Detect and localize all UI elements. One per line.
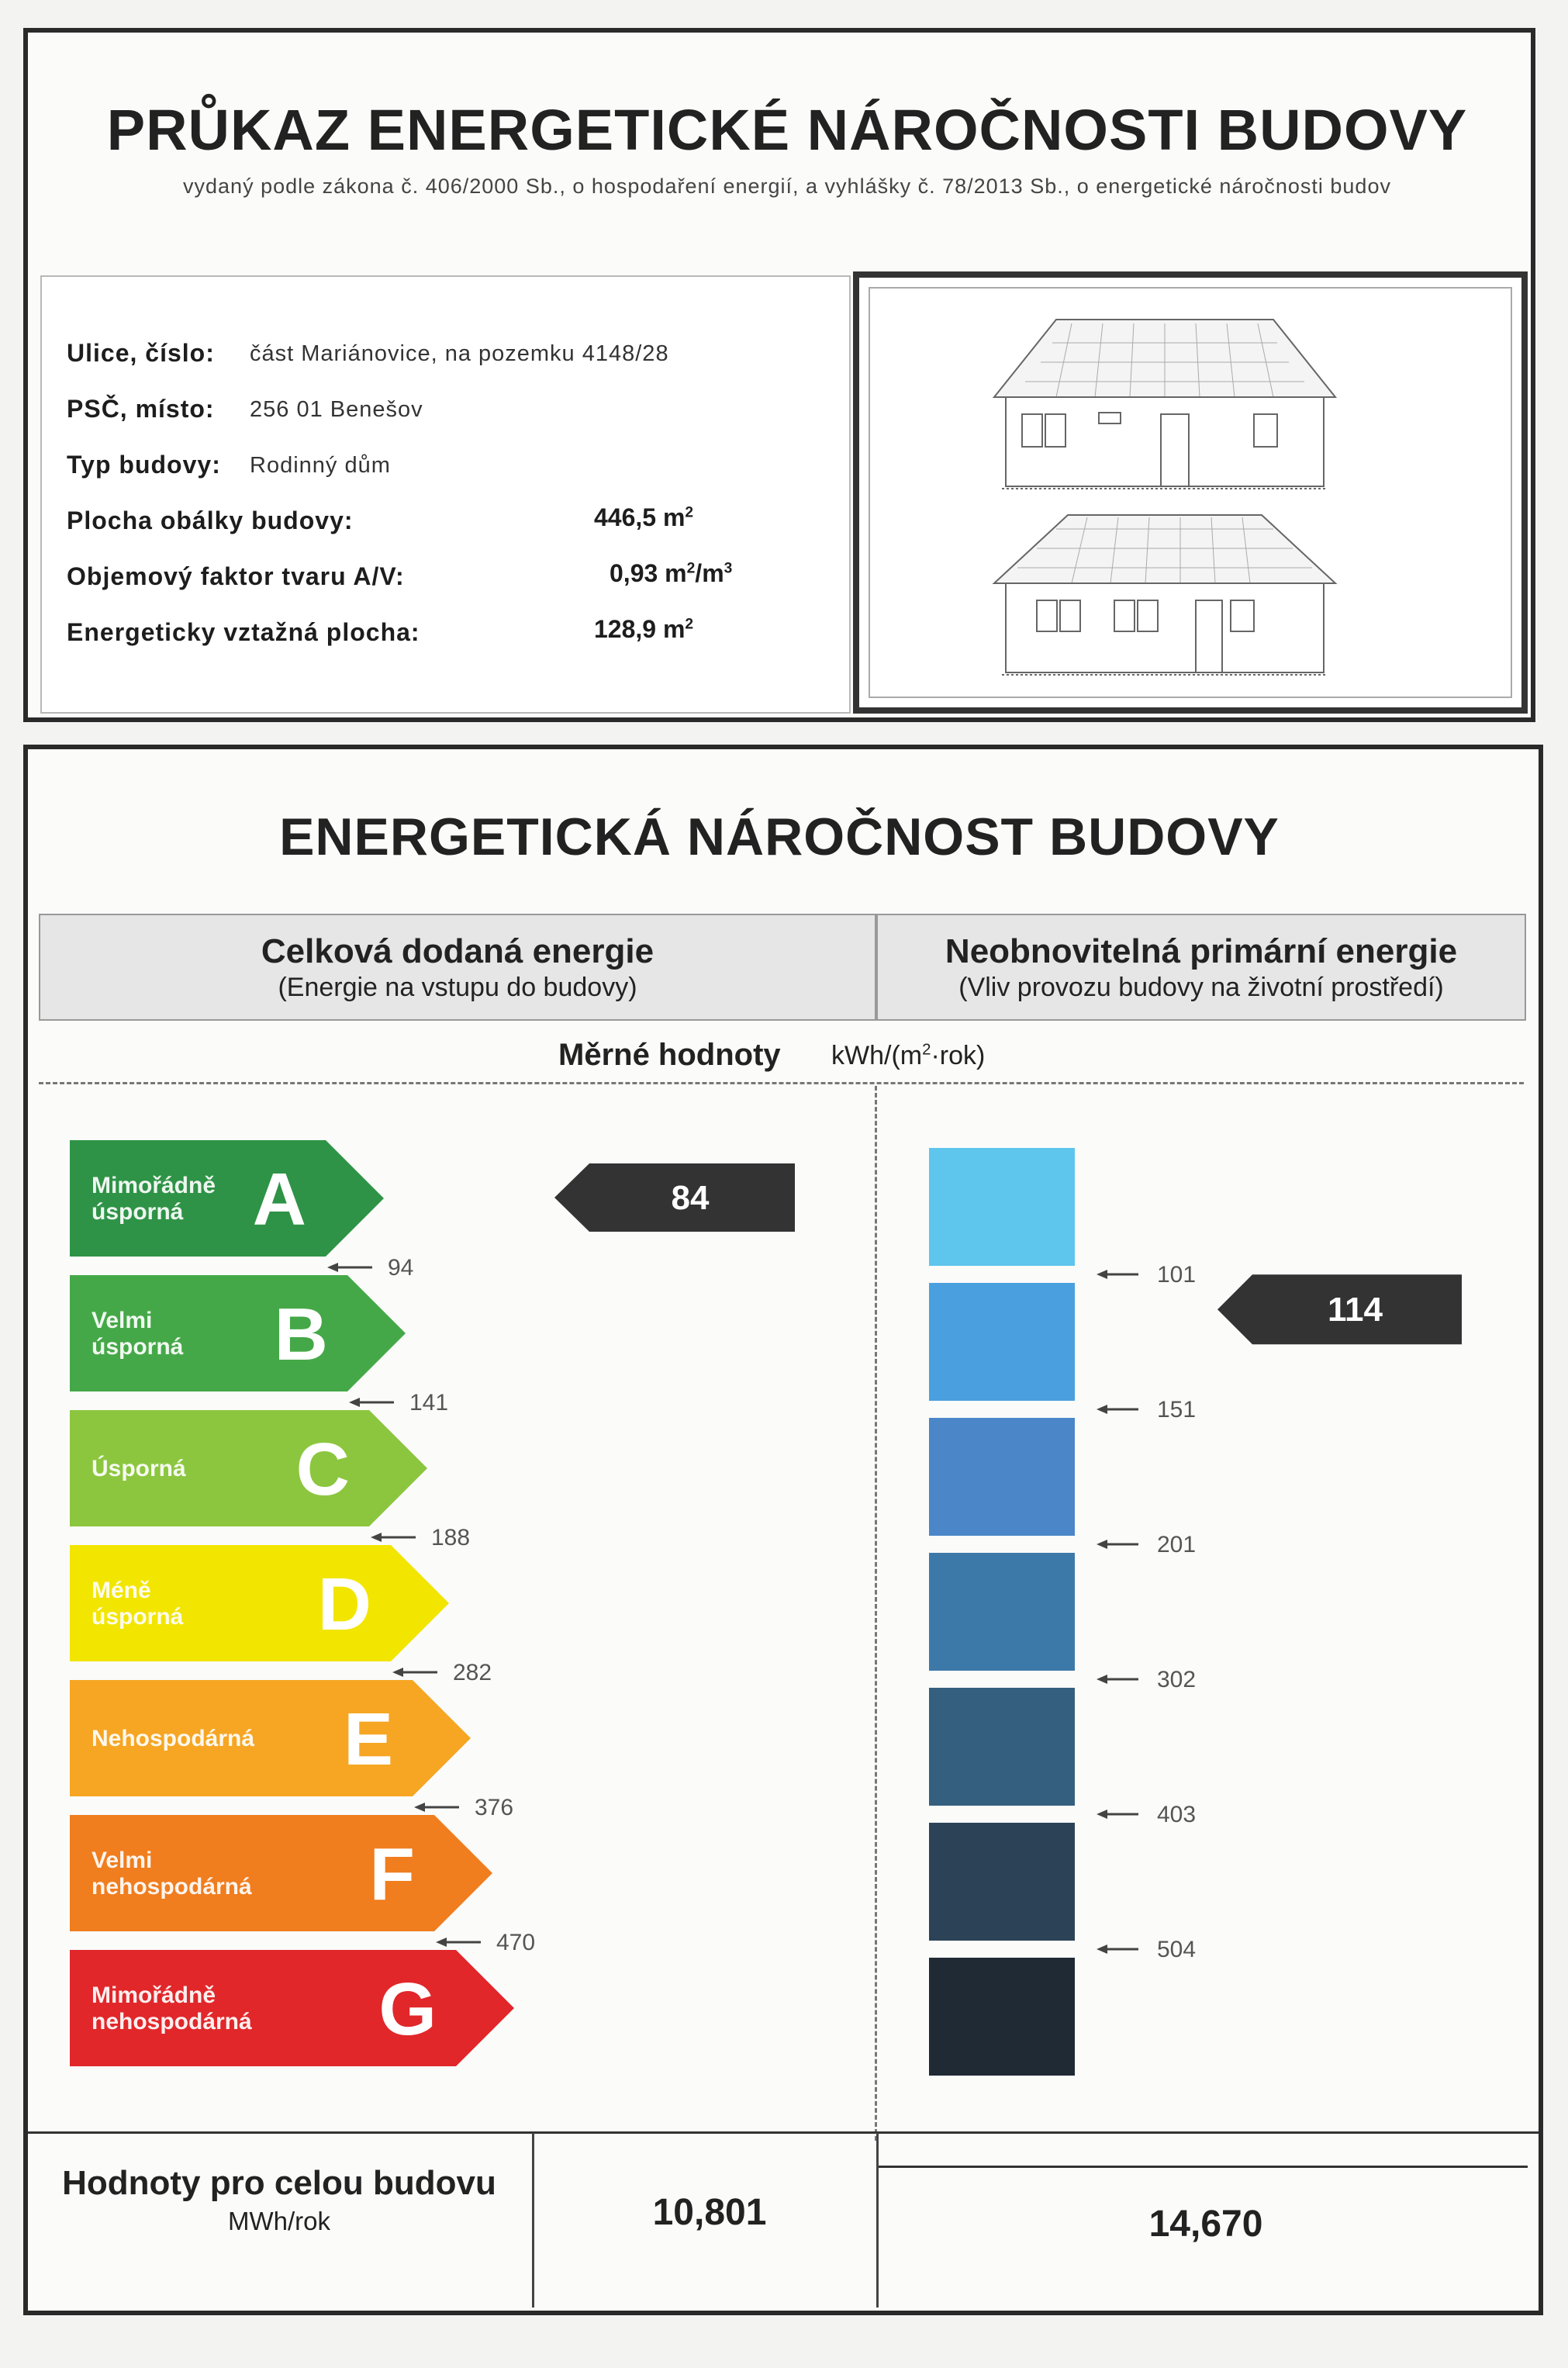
document-title: PRŮKAZ ENERGETICKÉ NÁROČNOSTI BUDOVY [106,98,1468,162]
energy-class-a-letter: A [252,1158,306,1241]
shape-factor-value: 0,93 $m^2/m^3$ [610,559,733,587]
limit-arrowhead [371,1533,382,1542]
delivered-energy-header [39,914,876,1021]
primary-energy-class-7-block [929,1958,1075,2076]
limit-arrowhead [392,1668,403,1677]
street-label: Ulice, číslo: [67,339,215,367]
totals-column-divider-2 [876,2133,879,2308]
energy-class-f-label: nehospodárná [92,1874,252,1900]
energy-class-f-label: Velmi [92,1848,153,1873]
building-type-label: Typ budovy: [67,451,221,479]
limit-arrowhead [414,1803,425,1812]
envelope-area-value: 446,5 $m^2$ [594,503,694,531]
limit-arrowhead [349,1398,360,1407]
whole-building-unit: MWh/rok [228,2207,330,2235]
energy-class-g-arrow [70,1950,514,2066]
limit-arrowhead [1097,1945,1107,1954]
energy-class-d-label: úsporná [92,1604,184,1630]
energy-class-g-label: Mimořádně [92,1983,216,2008]
primary-energy-class-6-block [929,1823,1075,1941]
primary-energy-class-1-block [929,1148,1075,1266]
energy-class-a-label: Mimořádně [92,1173,216,1198]
energy-class-e-letter: E [343,1698,393,1781]
limit-arrowhead [327,1263,338,1272]
energy-class-limit: 376 [475,1795,514,1820]
document-subtitle: vydaný podle zákona č. 406/2000 Sb., o hospodaření energií, a vyhlášky č. 78/2013 Sb., o energetické náročnosti budov [183,175,1391,198]
primary-energy-limit: 201 [1157,1532,1197,1557]
energy-class-f-arrow [70,1815,492,1931]
dashed-divider [39,1082,1524,1084]
primary-energy-indicator-value: 114 [1328,1291,1383,1329]
totals-column-divider-1 [532,2133,534,2308]
limit-arrowhead [1097,1270,1107,1279]
primary-energy-class-4-block [929,1553,1075,1671]
totals-divider [28,2131,1539,2134]
primary-energy-class-5-block [929,1688,1075,1806]
specific-values-unit: kWh/$(m^2\cdot rok)$ [831,1041,986,1070]
energy-class-b-label: Velmi [92,1308,153,1333]
energy-class-a-label: úsporná [92,1199,184,1225]
energy-class-d-arrow [70,1545,449,1661]
building-drawing [869,287,1512,698]
primary-energy-limit: 403 [1157,1802,1197,1827]
primary-energy-limit: 101 [1157,1262,1197,1288]
limit-arrowhead [1097,1540,1107,1549]
energy-class-c-letter: C [295,1428,350,1511]
energy-class-c-label: Úsporná [92,1456,186,1481]
energy-class-b-label: úsporná [92,1334,184,1360]
energy-class-g-label: nehospodárná [92,2009,252,2034]
primary-energy-class-3-block [929,1418,1075,1536]
energy-class-limit: 282 [453,1660,492,1685]
energy-class-limit: 94 [388,1255,414,1281]
whole-building-label: Hodnoty pro celou budovu [62,2164,496,2202]
limit-arrowhead [436,1938,447,1947]
street-value: část Mariánovice, na pozemku 4148/28 [250,341,669,366]
totals-divider-right [878,2166,1528,2168]
energy-class-b-arrow [70,1275,406,1391]
energy-class-limit: 141 [409,1390,449,1416]
dashed-column-divider [875,1086,877,2141]
limit-arrowhead [1097,1405,1107,1414]
energy-class-a-arrow [70,1140,384,1257]
energy-class-limit: 188 [431,1525,471,1550]
city-label: PSČ, místo: [67,395,215,423]
primary-energy-limit: 302 [1157,1667,1197,1692]
section-title: ENERGETICKÁ NÁROČNOST BUDOVY [279,807,1280,866]
building-type-value: Rodinný dům [250,453,391,478]
energy-class-f-letter: F [369,1833,415,1916]
energy-class-d-letter: D [317,1563,371,1646]
delivered-energy-indicator-value: 84 [671,1179,710,1217]
reference-area-label: Energeticky vztažná plocha: [67,618,420,646]
delivered-energy-total: 10,801 [652,2192,767,2233]
reference-area-value: 128,9 $m^2$ [594,615,694,643]
primary-energy-subtitle: (Vliv provozu budovy na životní prostředí) [958,973,1444,1002]
primary-energy-total: 14,670 [1148,2204,1263,2245]
energy-class-g-letter: G [378,1968,437,2051]
limit-arrowhead [1097,1810,1107,1819]
primary-energy-title: Neobnovitelná primární energie [945,932,1458,970]
primary-energy-chart [923,1148,1528,2094]
energy-class-e-label: Nehospodárná [92,1726,255,1751]
primary-energy-limit: 504 [1157,1937,1197,1962]
primary-energy-class-2-block [929,1283,1075,1401]
primary-energy-header [876,914,1526,1021]
primary-energy-limit: 151 [1157,1397,1197,1423]
city-value: 256 01 Benešov [250,397,423,422]
delivered-energy-title: Celková dodaná energie [261,932,654,970]
limit-arrowhead [1097,1675,1107,1684]
building-info-box [40,275,851,714]
energy-class-d-label: Méně [92,1578,151,1603]
delivered-energy-subtitle: (Energie na vstupu do budovy) [278,973,637,1002]
delivered-energy-chart [70,1140,845,2102]
energy-class-b-letter: B [274,1293,328,1376]
shape-factor-label: Objemový faktor tvaru A/V: [67,562,405,590]
specific-values-label: Měrné hodnoty [558,1038,781,1072]
energy-class-limit: 470 [496,1930,536,1955]
envelope-area-label: Plocha obálky budovy: [67,506,354,534]
